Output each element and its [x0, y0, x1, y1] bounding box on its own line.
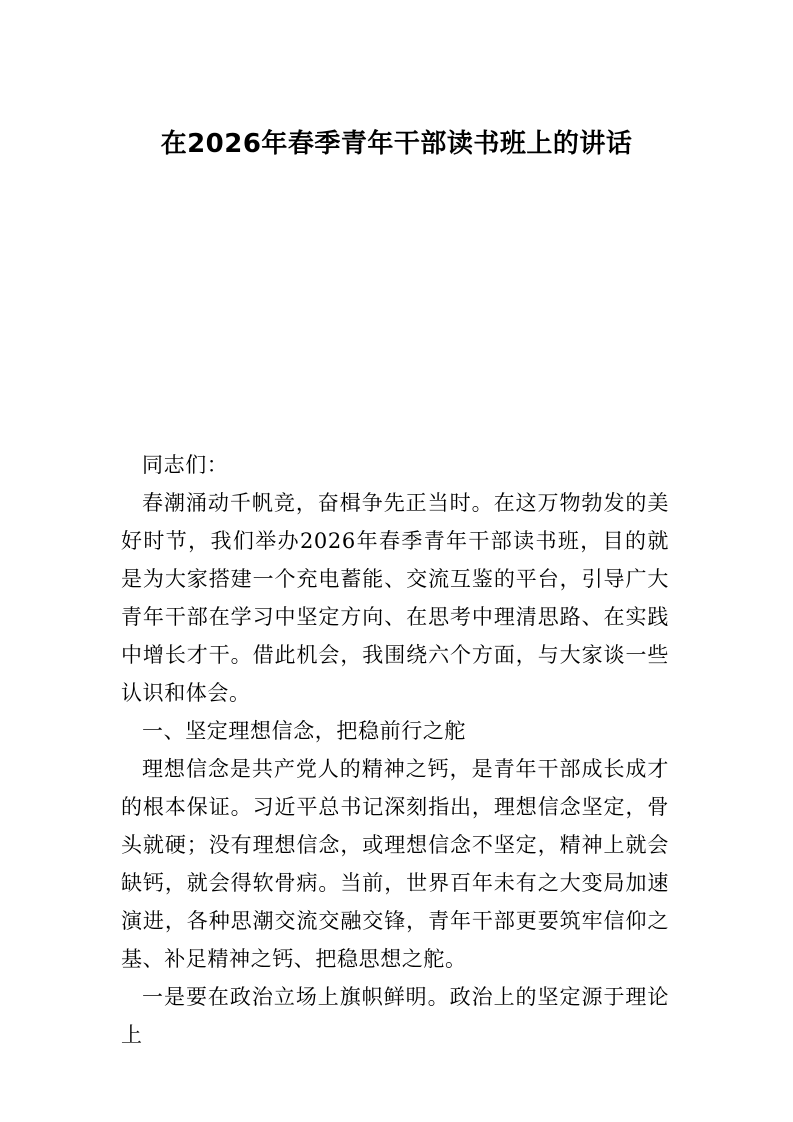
intro-paragraph: 春潮涌动千帆竞，奋楫争先正当时。在这万物勃发的美好时节，我们举办2026年春季青年干部读书班，目的就是为大家搭建一个充电蓄能、交流互鉴的平台，引导广大青年干部在学习中坚定方向、在思考中理清思路、在实践中增长才干。借此机会，我围绕六个方面，与大家谈一些认识和体会。 — [121, 491, 669, 705]
document-body — [121, 446, 669, 1054]
section-heading: 一、坚定理想信念，把稳前行之舵 — [142, 719, 466, 743]
body-paragraph: 理想信念是共产党人的精神之钙，是青年干部成长成才的根本保证。习近平总书记深刻指出，理想信念坚定，骨头就硬；没有理想信念，或理想信念不坚定，精神上就会缺钙，就会得软骨病。当前，世界百年未有之大变局加速演进，各种思潮交流交融交锋，青年干部更要筑牢信仰之基、补足精神之钙、把稳思想之舵。 — [121, 757, 669, 971]
body-paragraph: 一是要在政治立场上旗帜鲜明。政治上的坚定源于理论上 — [121, 985, 669, 1047]
salutation: 同志们： — [142, 453, 229, 477]
document-title: 在2026年春季青年干部读书班上的讲话 — [160, 129, 633, 159]
